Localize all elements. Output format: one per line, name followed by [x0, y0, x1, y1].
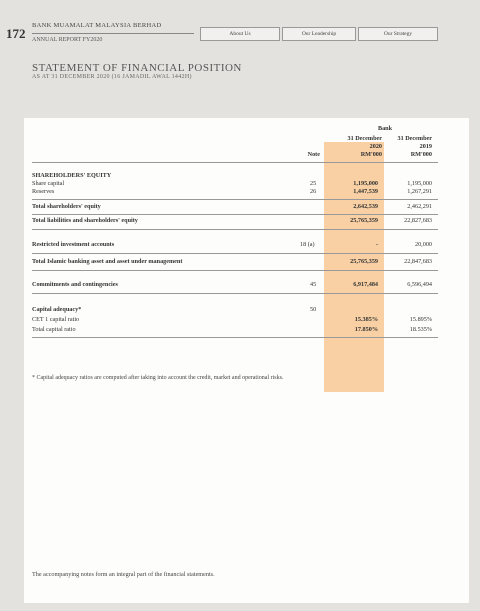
row-value-2020: 25,765,359 [350, 258, 378, 265]
row-rule [32, 229, 438, 230]
row-rule [32, 199, 438, 200]
row-rule [32, 253, 438, 254]
row-value-2020: 1,195,000 [353, 180, 378, 187]
page-number: 172 [6, 26, 26, 41]
col-2019-line3: RM'000 [410, 151, 432, 158]
row-value-2019: 15.895% [409, 316, 432, 323]
row-note: 45 [310, 281, 317, 288]
row-value-2020: 17.850% [354, 326, 378, 333]
header-rule [32, 162, 438, 163]
row-label: Commitments and contingencies [32, 281, 118, 288]
row-label: Share capital [32, 180, 65, 187]
row-label: Total capital ratio [32, 326, 76, 333]
page-title: STATEMENT OF FINANCIAL POSITION [32, 62, 242, 74]
page-subtitle: AS AT 31 DECEMBER 2020 (16 JAMADIL AWAL 1442H) [32, 74, 192, 80]
row-value-2019: 6,596,494 [407, 281, 432, 288]
row-note: 18 (a) [300, 241, 315, 248]
row-value-2020: 25,765,359 [350, 217, 378, 224]
col-2019-line2: 2019 [419, 143, 432, 150]
row-value-2019: 1,267,291 [407, 188, 432, 195]
row-rule [32, 293, 438, 294]
col-2019-line1: 31 December [397, 135, 432, 142]
col-note: Note [307, 151, 320, 158]
row-rule [32, 270, 438, 271]
row-note: 25 [310, 180, 317, 187]
row-value-2020: 15.385% [354, 316, 378, 323]
row-value-2020: 1,447,539 [353, 188, 378, 195]
accompanying-notes: The accompanying notes form an integral part of the financial statements. [32, 571, 215, 578]
col-2020-line3: RM'000 [360, 151, 382, 158]
row-note: 50 [310, 306, 317, 313]
row-value-2020: - [375, 241, 378, 248]
row-label: Capital adequacy* [32, 306, 82, 313]
row-note: 26 [310, 188, 317, 195]
bank-name: BANK MUAMALAT MALAYSIA BERHAD [32, 22, 162, 29]
row-label: Total Islamic banking asset and asset under management [32, 258, 183, 265]
row-value-2019: 22,827,683 [404, 217, 432, 224]
row-value-2019: 1,195,000 [407, 180, 432, 187]
row-value-2019: 20,000 [414, 241, 432, 248]
row-label: Restricted investment accounts [32, 241, 115, 248]
row-value-2020: 2,642,539 [353, 203, 378, 210]
page-header [0, 0, 480, 60]
row-label: Reserves [32, 188, 55, 195]
row-label: CET 1 capital ratio [32, 316, 80, 323]
nav-our-strategy[interactable]: Our Strategy [358, 27, 438, 41]
footnote: * Capital adequacy ratios are computed after taking into account the credit, market and operational risks. [32, 375, 284, 381]
col-2020-line2: 2020 [369, 143, 382, 150]
row-rule [32, 214, 438, 215]
report-name: ANNUAL REPORT FY2020 [32, 37, 103, 43]
group-header: Bank [377, 125, 393, 132]
row-value-2020: 6,917,484 [353, 281, 378, 288]
row-label: Total shareholders' equity [32, 203, 101, 210]
nav-about-us[interactable]: About Us [200, 27, 280, 41]
row-label: Total liabilities and shareholders' equity [32, 217, 138, 224]
row-value-2019: 2,462,291 [407, 203, 432, 210]
section-equity: SHAREHOLDERS' EQUITY [32, 172, 112, 179]
row-rule [32, 337, 438, 338]
header-divider [32, 33, 194, 34]
row-value-2019: 18.535% [409, 326, 432, 333]
nav-our-leadership[interactable]: Our Leadership [282, 27, 356, 41]
row-value-2019: 22,847,683 [404, 258, 432, 265]
col-2020-line1: 31 December [347, 135, 382, 142]
